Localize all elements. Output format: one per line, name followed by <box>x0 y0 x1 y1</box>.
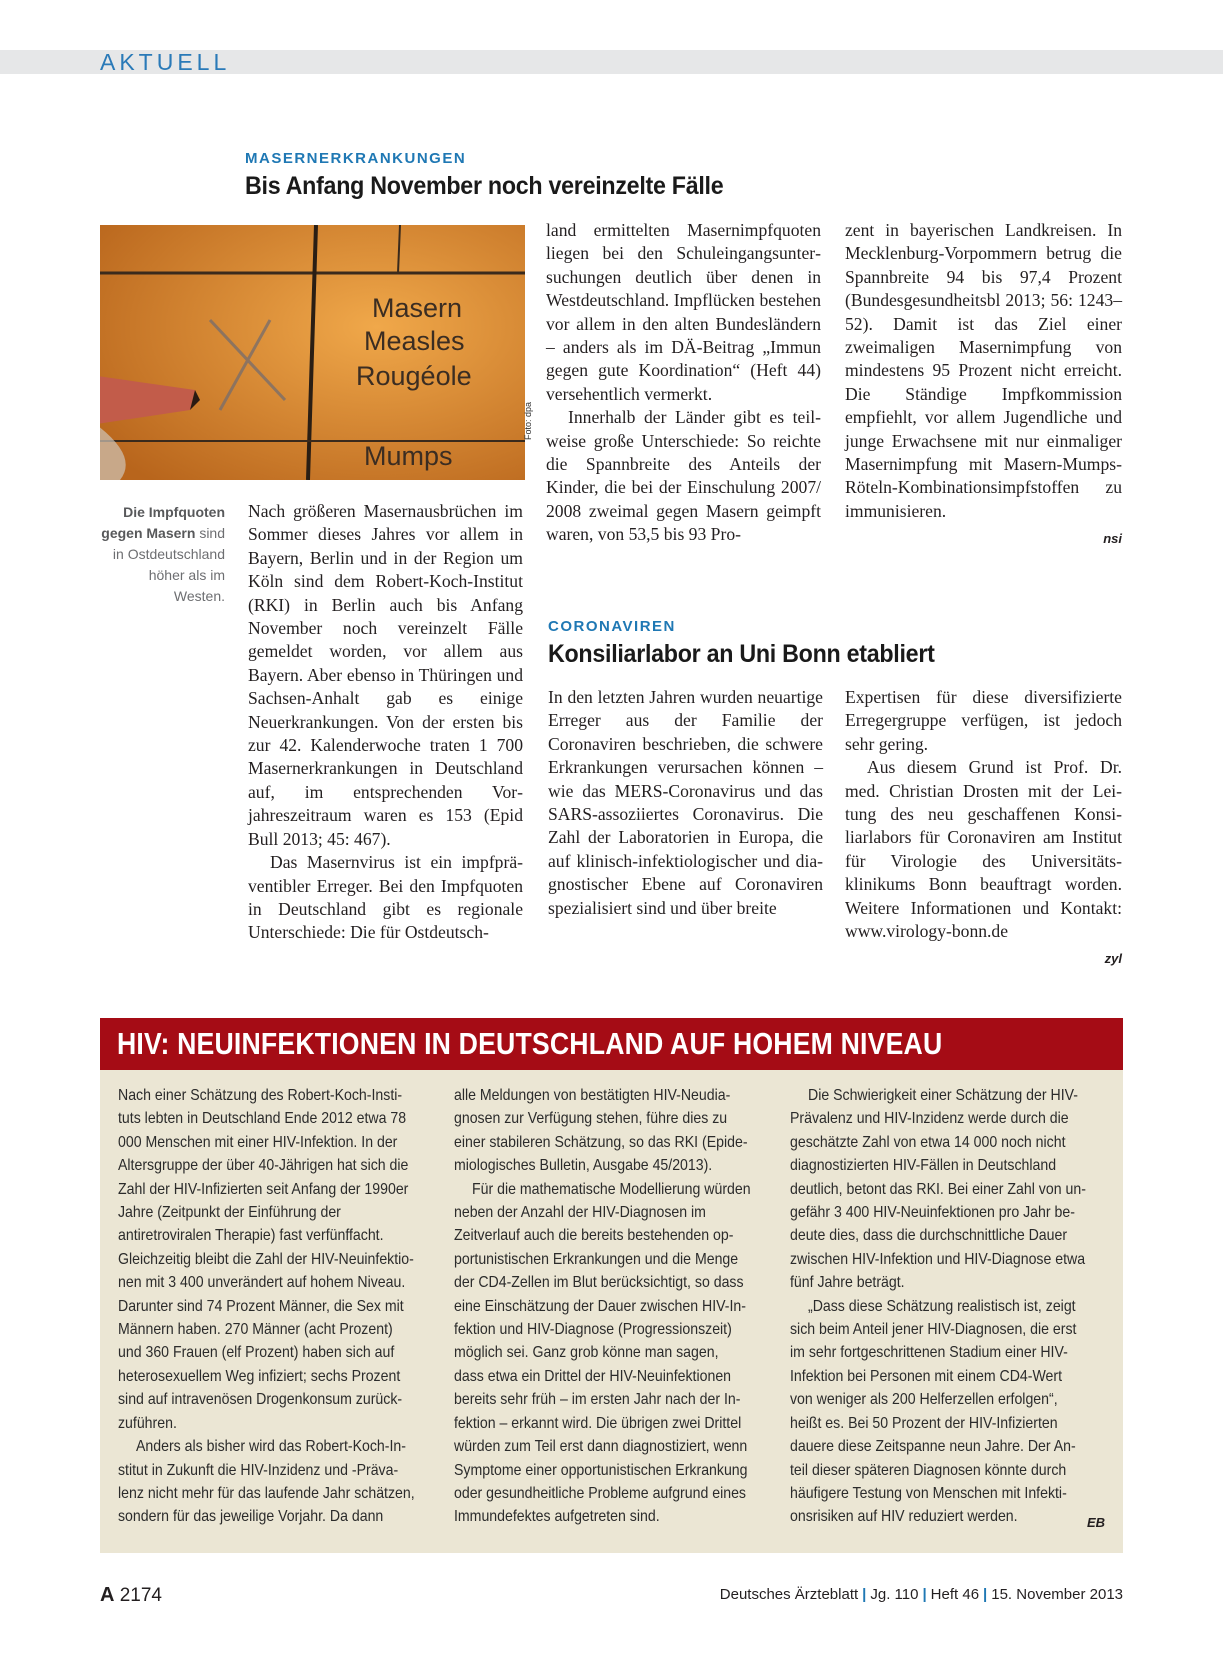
paragraph: Nach einer Schätzung des Robert-Koch-Instituts lebten in Deutschland Ende 2012 etwa 78 000 Menschen mit einer HIV-Infektion. In der Altersgruppe der über 40-Jährigen hat sich die Zahl der HIV-Infizierten seit Anfang der 1990er Jahre (Zeitpunkt der Einführung der antiretroviralen Therapie) fast verfünffacht. Gleichzeitig bleibt die Zahl der HIV-Neuinfektionen mit 3 400 unverändert auf hohem Niveau. Darunter sind 74 Prozent Männer, die Sex mit Männern haben. 270 Männer (acht Prozent) und 360 Frauen (elf Prozent) haben sich auf heterosexuellem Weg infiziert; sechs Prozent sind auf intravenösen Drogenkonsum zurückzuführen. <box>118 1087 414 1432</box>
paragraph: Die Schwierigkeit einer Schätzung der HIV-Prävalenz und HIV-Inzidenz werde durch die geschätzte Zahl von etwa 14 000 noch nicht diagnostizierten HIV-Fällen in Deutschland deutlich, betont das RKI. Bei einer Zahl von ungefähr 3 400 HIV-Neuinfektionen pro Jahr bedeute dies, dass die durchschnittliche Dauer zwischen HIV-Infektion und HIV-Diagnose etwa fünf Jahre beträgt. <box>790 1087 1086 1292</box>
volume: Jg. 110 <box>870 1586 919 1603</box>
paragraph: zent in bayerischen Landkreisen. In Mecklenburg-Vorpommern betrug die Spannbreite 94 bis 97,4 Prozent (Bundesgesundheitsbl 2013; 56: 1243–52). Damit ist das Ziel einer zweimaligen Masernimpfung von mindestens 95 Prozent nicht erreicht. Die Ständige Impfkommission empfiehlt, vor allem Jugendliche und junge Erwachsene mit nur einmaliger Masernimpfung mit Masern-Mumps-Röteln-Kombinationsimpfstoffen zu immunisieren. <box>845 220 1122 521</box>
paragraph: Das Masernvirus ist ein impfpräventibler Erreger. Bei den Impfquoten in Deutschland gibt es regionale Unterschiede: Die für Ostdeutsch- <box>248 852 523 943</box>
article2-column2 <box>845 686 1122 971</box>
caption-text: sind in Ostdeutschland höher als im Westen. <box>112 525 225 604</box>
article2-title: Konsiliarlabor an Uni Bonn etabliert <box>548 640 935 668</box>
paragraph: In den letzten Jahren wurden neuartige Erreger aus der Familie der Coronaviren beschrieben, die schwere Erkrankungen verursachen können – wie das MERS-Coronavirus und das SARS-assoziiertes Coronavirus. Die Zahl der Laboratorien in Europa, die auf klinisch-infektiologischer und diagnostischer Ebene auf Coronaviren spezialisiert sind und über breite <box>548 687 823 918</box>
article1-column2 <box>546 219 821 547</box>
separator: | <box>922 1586 927 1603</box>
issue-date: 15. November 2013 <box>991 1586 1123 1603</box>
journal-info <box>720 1586 1123 1603</box>
photo-label-masern: Masern <box>372 293 463 323</box>
author-signature: EB <box>1087 1515 1106 1530</box>
article1-title: Bis Anfang November noch vereinzelte Fälle <box>245 172 724 200</box>
paragraph: Für die mathematische Modellierung würden neben der Anzahl der HIV-Diagnosen im Zeitverlauf auch die bereits bestehenden opportunistischen Erkrankungen und die Menge der CD4-Zellen im Blut berücksichtigt, so dass eine Einschätzung der Dauer zwischen HIV-Infektion und HIV-Diagnose (Progressionszeit) möglich sei. Ganz grob könne man sagen, dass etwa ein Drittel der HIV-Neuinfektionen bereits sehr früh – im ersten Jahr nach der Infektion – erkannt wird. Die übrigen zwei Drittel würden zum Teil erst dann diagnostiziert, wenn Symptome einer opportunistischen Erkrankung oder gesundheitliche Probleme aufgrund eines Immundefektes aufgetreten sind. <box>454 1180 751 1526</box>
measles-photo <box>100 225 525 480</box>
paragraph: Nach größeren Masernausbrüchen im Sommer dieses Jahres vor allem in Bayern, Berlin und in der Region um Köln sind dem Robert-Koch-Institut (RKI) in Berlin auch bis Anfang November noch vereinzelt Fälle gemeldet worden, vor allem aus Bayern. Aber ebenso in Thüringen und Sachsen-Anhalt gab es einige Neuerkrankungen. Von der ersten bis zur 42. Kalenderwoche traten 1 700 Masernerkrankungen in Deutschland auf, im entsprechenden Vorjahreszeitraum waren es 153 (Epid Bull 2013; 45: 467). <box>248 501 523 849</box>
hiv-column3 <box>790 1084 1087 1529</box>
vaccination-card-image <box>100 225 525 480</box>
photo-label-rougeole: Rougéole <box>356 361 472 391</box>
section-label: AKTUELL <box>100 49 231 75</box>
caption-bold: Die Impfquoten gegen Masern <box>101 504 225 541</box>
article2-column1 <box>548 686 823 920</box>
article1-column1 <box>248 500 523 945</box>
paragraph: „Dass diese Schätzung realistisch ist, zeigt sich beim Anteil jener HIV-Diagnosen, die erst im sehr fortgeschrittenen Stadium einer HIV-Infektion bei Personen mit einem CD4-Wert von weniger als 200 Helferzellen erfolgen“, heißt es. Bei 50 Prozent der HIV-Infizierten dauere diese Zeitspanne neun Jahre. Der Anteil dieser späteren Diagnosen könnte durch häufigere Testung von Menschen mit Infektionsrisiken auf HIV reduziert werden. <box>790 1297 1077 1526</box>
author-signature: zyl <box>1104 951 1122 967</box>
page-number-value: 2174 <box>119 1585 163 1606</box>
paragraph: Anders als bisher wird das Robert-Koch-Institut in Zukunft die HIV-Inzidenz und -Prävalenz nicht mehr für das laufende Jahr schätzen, sondern für das jeweilige Vorjahr. Da dann <box>118 1438 415 1526</box>
paragraph: Innerhalb der Länder gibt es teilweise große Unterschiede: So reichte die Spannbreite des Anteils der Kinder, die bei der Einschulung 2007/ 2008 zweimal gegen Masern geimpft waren, von 53,5 bis 93 Pro- <box>546 407 821 545</box>
paragraph: Expertisen für diese diversifizierte Erregergruppe verfügen, ist jedoch sehr gering. <box>845 687 1122 754</box>
paragraph: Aus diesem Grund ist Prof. Dr. med. Christian Drosten mit der Leitung des neu geschaffenen Konsiliarlabors für Coronaviren am Institut für Virologie des Universitätsklinikums Bonn beauftragt worden. Weitere Informationen und Kontakt: www.virology-bonn.de <box>845 757 1122 942</box>
photo-caption <box>100 502 225 607</box>
separator: | <box>983 1586 988 1603</box>
photo-label-mumps: Mumps <box>364 441 453 471</box>
hiv-column1 <box>118 1084 415 1529</box>
page-number <box>100 1584 162 1607</box>
journal-name: Deutsches Ärzteblatt <box>719 1586 859 1603</box>
issue: Heft 46 <box>930 1586 980 1603</box>
paragraph: land ermittelten Masernimpfquoten liegen bei den Schuleingangsuntersuchungen deutlich über denen in Westdeutschland. Impflücken bestehen vor allem in den alten Bundesländern – anders als im DÄ-Beitrag „Immun gegen gute Koordination“ (Heft 44) versehentlich vermerkt. <box>546 220 821 404</box>
photo-label-measles: Measles <box>364 326 465 356</box>
article1-kicker: MASERNERKRANKUNGEN <box>245 150 467 167</box>
page-prefix: A <box>100 1584 115 1606</box>
hiv-column2 <box>454 1084 751 1529</box>
separator: | <box>862 1586 867 1603</box>
paragraph: alle Meldungen von bestätigten HIV-Neudiagnosen zur Verfügung stehen, führe dies zu einer stabileren Schätzung, so das RKI (Epidemiologisches Bulletin, Ausgabe 45/2013). <box>454 1087 748 1175</box>
article2-kicker: CORONAVIREN <box>548 618 676 635</box>
photo-credit: Foto: dpa <box>523 401 533 440</box>
hiv-title: HIV: NEUINFEKTIONEN IN DEUTSCHLAND AUF HOHEM NIVEAU <box>117 1026 943 1061</box>
author-signature: nsi <box>1103 531 1122 547</box>
article1-column3 <box>845 219 1122 551</box>
